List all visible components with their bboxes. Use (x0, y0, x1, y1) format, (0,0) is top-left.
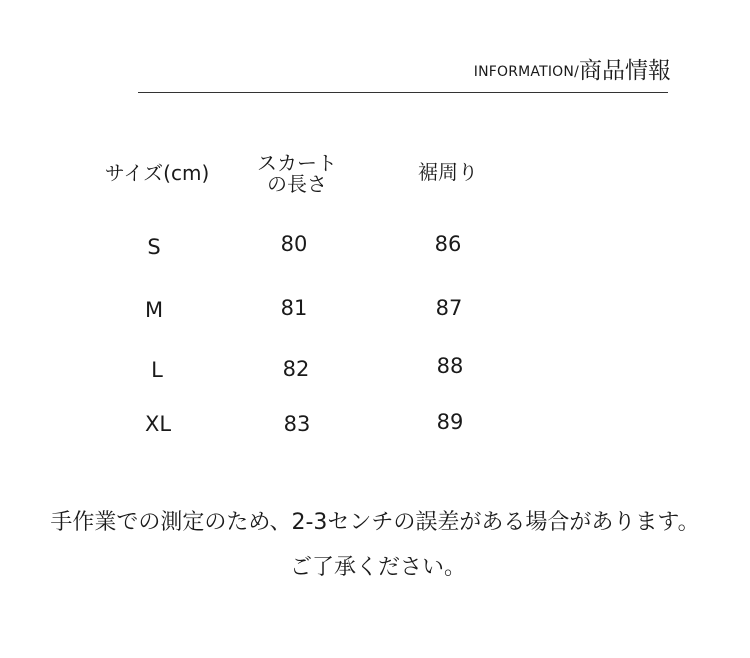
size-cell: S (147, 235, 161, 259)
hem-cell: 86 (434, 232, 462, 256)
length-cell: 81 (280, 296, 308, 320)
measurement-note: 手作業での測定のため、2-3センチの誤差がある場合があります。 (50, 510, 700, 535)
length-cell: 83 (283, 412, 311, 436)
hem-cell: 89 (436, 410, 464, 434)
column-header-skirt-length (257, 153, 337, 195)
header-title-en: INFORMATION/ (473, 64, 579, 80)
size-cell: XL (144, 412, 172, 436)
size-cell: M (144, 298, 164, 322)
column-header-skirt-length-line1: スカート (257, 151, 337, 175)
column-header-size: サイズ(cm) (104, 161, 210, 185)
header-title-jp: 商品情報 (579, 58, 671, 84)
hem-cell: 88 (436, 354, 464, 378)
length-cell: 82 (282, 357, 310, 381)
column-header-hem: 裾周り (418, 160, 478, 184)
measurement-note-thanks: ご了承ください。 (289, 555, 466, 580)
column-header-skirt-length-line2: の長さ (267, 172, 327, 196)
size-cell: L (151, 358, 163, 382)
length-cell: 80 (280, 232, 308, 256)
info-header (0, 52, 671, 85)
header-divider (138, 92, 668, 93)
hem-cell: 87 (435, 296, 463, 320)
